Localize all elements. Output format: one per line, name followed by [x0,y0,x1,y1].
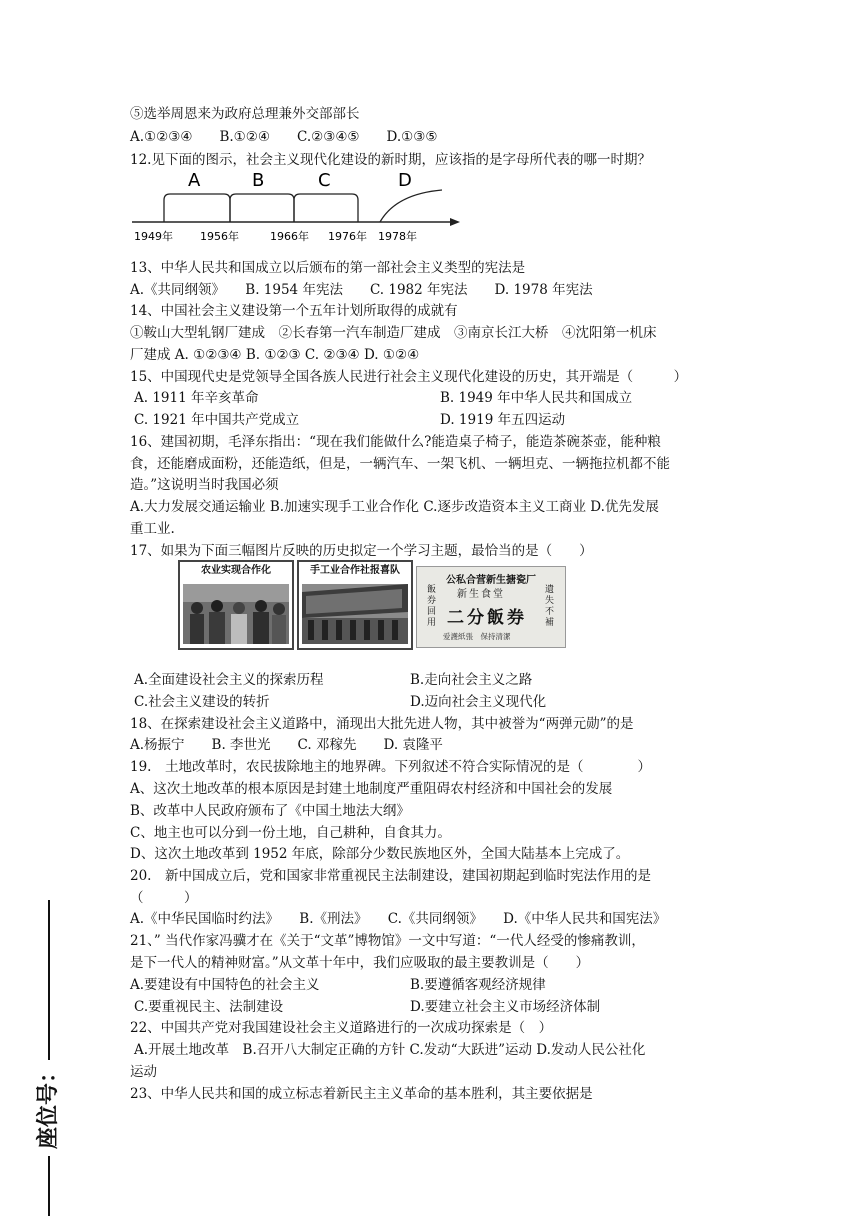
photo-farmers-image [183,584,289,644]
ticket-footer: 爱護紙張 保持清潔 [443,632,511,641]
q21-option-a: A.要建设有中国特色的社会主义 [130,977,320,993]
q11-answers: A.①②③④ B.①②④ C.②③④⑤ D.①③⑤ [130,129,438,145]
binding-line-upper [48,900,50,1060]
picture-3-title: 公私合营新生搪瓷厂 [446,575,536,586]
q19-option-d: D、这次土地改革到 1952 年底，除部分少数民族地区外，全国大陆基本上完成了。 [130,846,630,862]
picture-2-title: 手工业合作社报喜队 [299,562,411,580]
timeline-label-d: D [398,170,412,191]
q20-stem: 20. 新中国成立后，党和国家非常重视民主法制建设，建国初期起到临时宪法作用的是 [130,868,651,884]
ticket-canteen-name: 新生食堂 [457,589,505,600]
q21-option-c: C.要重视民主、法制建设 [134,999,284,1015]
q21-stem: 21、” 当代作家冯骥才在《关于“文革”博物馆》一文中写道：“一代人经受的惨痛教训， [130,933,645,949]
q15-stem: 15、中国现代史是党领导全国各族人民进行社会主义现代化建设的历史，其开端是（ ） [130,369,688,385]
q21-option-d: D.要建立社会主义市场经济体制 [410,999,601,1015]
q16-stem: 16、建国初期，毛泽东指出：“现在我们能做什么?能造桌子椅子，能造茶碗茶壶，能种粮 [130,434,661,450]
q20-blank: （ ） [130,890,198,906]
q15-option-b: B. 1949 年中华人民共和国成立 [440,390,633,406]
picture-handicraft-cooperative [297,560,413,650]
q19-option-a: A、这次土地改革的根本原因是封建土地制度严重阻碍农村经济和中国社会的发展 [130,781,613,797]
q23-stem: 23、中华人民共和国的成立标志着新民主主义革命的基本胜利，其主要依据是 [130,1086,593,1102]
binding-line-lower [48,1156,50,1216]
timeline-year-1949: 1949年 [134,230,173,243]
q17-option-a: A.全面建设社会主义的探索历程 [134,672,324,688]
q19-option-c: C、地主也可以分到一份土地，自己耕种，自食其力。 [130,825,451,841]
ticket-value: 二分飯券 [447,608,527,628]
picture-meal-ticket [416,566,566,648]
timeline-year-1966: 1966年 [270,230,309,243]
q13-stem: 13、中华人民共和国成立以后颁布的第一部社会主义类型的宪法是 [130,260,526,276]
q16-options-cont: 重工业. [130,521,175,537]
q14-items: ①鞍山大型轧钢厂建成 ②长春第一汽车制造厂建成 ③南京长江大桥 ④沈阳第一机床 [130,325,657,341]
seat-number-field [34,1060,64,1152]
q13-options: A.《共同纲领》 B. 1954 年宪法 C. 1982 年宪法 D. 1978 年宪法 [130,282,593,298]
q18-options: A.杨振宁 B. 李世光 C. 邓稼先 D. 袁隆平 [130,737,443,753]
photo-parade-image [302,584,408,644]
q11-option-5: ⑤选举周恩来为政府总理兼外交部部长 [130,106,360,122]
timeline-label-c: C [318,170,331,191]
q19-option-b: B、改革中人民政府颁布了《中国土地法大纲》 [130,803,410,819]
q22-stem: 22、中国共产党对我国建设社会主义道路进行的一次成功探索是（ ） [130,1020,553,1036]
q18-stem: 18、在探索建设社会主义道路中，涌现出大批先进人物，其中被誉为“两弹元勋”的是 [130,716,634,732]
q12-timeline-diagram [128,166,468,246]
q21-stem-2: 是下一代人的精神财富。”从文革十年中，我们应吸取的最主要教训是（ ） [130,955,590,971]
q17-option-b: B.走向社会主义之路 [410,672,533,688]
q19-stem: 19. 土地改革时，农民拔除地主的地界碑。下列叙述不符合实际情况的是（ ） [130,759,651,775]
q16-options: A.大力发展交通运输业 B.加速实现手工业合作化 C.逐步改造资本主义工商业 D.优先发展 [130,499,659,515]
q15-option-d: D. 1919 年五四运动 [440,412,566,428]
timeline-year-1976: 1976年 [328,230,367,243]
timeline-label-a: A [188,170,201,191]
ticket-left-note: 飯券回用 [427,585,437,628]
q15-option-a: A. 1911 年辛亥革命 [134,390,259,406]
q20-options: A.《中华民国临时约法》 B.《刑法》 C.《共同纲领》 D.《中华人民共和国宪法》 [130,911,667,927]
picture-agriculture-cooperation [178,560,294,650]
seat-number-label: 座位号： [36,1061,61,1150]
q16-stem-3: 造。”这说明当时我国必须 [130,477,279,493]
timeline-year-1956: 1956年 [200,230,239,243]
q17-option-d: D.迈向社会主义现代化 [410,694,547,710]
q21-option-b: B.要遵循客观经济规律 [410,977,546,993]
q22-options: A.开展土地改革 B.召开八大制定正确的方针 C.发动“大跃进”运动 D.发动人民公社化 [134,1042,646,1058]
timeline-year-1978: 1978年 [378,230,417,243]
q17-stem: 17、如果为下面三幅图片反映的历史拟定一个学习主题，最恰当的是（ ） [130,543,593,559]
q17-option-c: C.社会主义建设的转折 [134,694,270,710]
ticket-right-note: 遺失不補 [545,585,555,628]
q16-stem-2: 食，还能磨成面粉，还能造纸，但是，一辆汽车、一架飞机、一辆坦克、一辆拖拉机都不能 [130,456,670,472]
q12-stem: 12.见下面的图示，社会主义现代化建设的新时期，应该指的是字母所代表的哪一时期？ [130,152,651,168]
q14-items-cont: 厂建成 A. ①②③④ B. ①②③ C. ②③④ D. ①②④ [130,347,420,363]
q15-option-c: C. 1921 年中国共产党成立 [134,412,300,428]
timeline-label-b: B [252,170,265,191]
picture-1-title: 农业实现合作化 [180,562,292,580]
q22-options-cont: 运动 [130,1064,157,1080]
q14-stem: 14、中国社会主义建设第一个五年计划所取得的成就有 [130,303,458,319]
